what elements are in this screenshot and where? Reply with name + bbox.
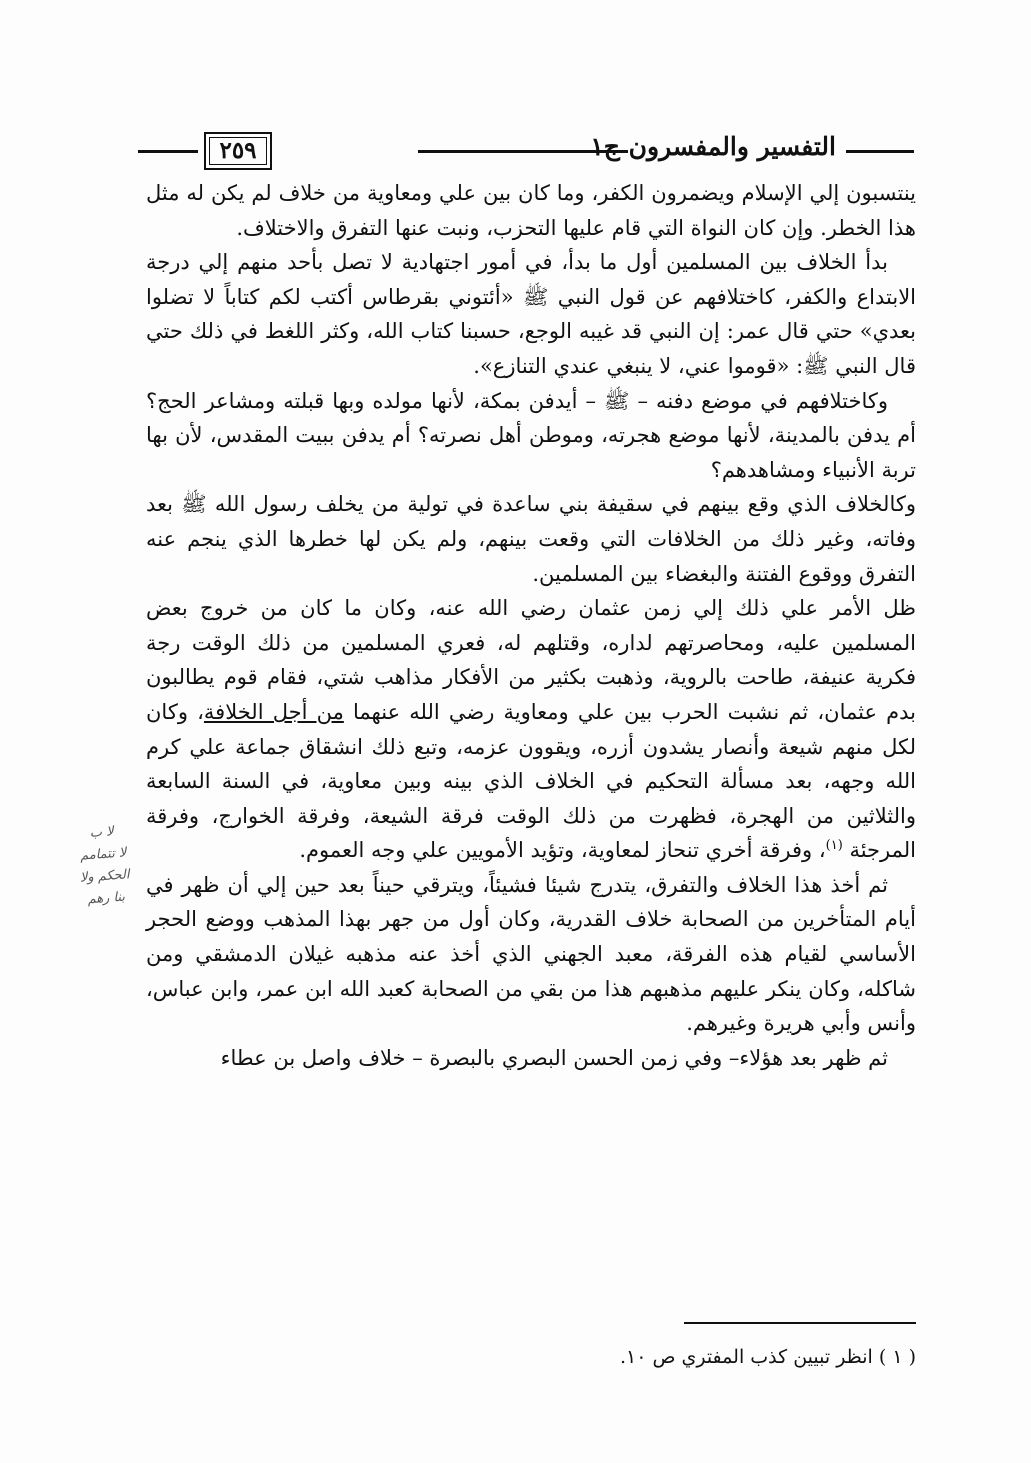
header-rule-middle bbox=[418, 150, 628, 153]
paragraph-5-part-2: ، وكان لكل منهم شيعة وأنصار يشدون أزره، ويقوون عزمه، وتبع ذلك انشقاق جماعة علي كرم الله وجهه، بعد مسألة التحكيم في الخلاف الذي بينه وبين معاوية، في السنة السابعة والثلاثين من الهجرة، فظهرت من ذلك الوقت فرقة الشيعة، وفرقة الخوارج، وفرقة المرجئة bbox=[146, 699, 916, 863]
paragraph-7: ثم ظهر بعد هؤلاء– وفي زمن الحسن البصري بالبصرة – خلاف واصل بن عطاء bbox=[220, 1045, 888, 1070]
main-text bbox=[146, 176, 916, 1075]
paragraph-5-part-1: ظل الأمر علي ذلك إلي زمن عثمان رضي الله عنه، وكان ما كان من خروج بعض المسلمين عليه، ومحاصرتهم لداره، وقتلهم له، فعري المسلمين من ذلك الوقت رجة فكرية عنيفة، طاحت بالروية، وذهبت بكثير من الأفكار مذاهب شتي، فقام قوم يطالبون بدم عثمان، ثم نشبت الحرب بين علي ومعاوية رضي الله عنهما bbox=[146, 596, 917, 724]
margin-note-line: لا تتمامم bbox=[79, 845, 127, 864]
header-rule-left bbox=[138, 150, 198, 153]
paragraph-6: ثم أخذ هذا الخلاف والتفرق، يتدرج شيئا فشيئاً، ويترقي حيناً بعد حين إلي أن ظهر في أيام المتأخرين من الصحابة خلاف القدرية، وكان أول من جهر بهذا المذهب ووضع الحجر الأساسي لقيام هذه الفرقة، معبد الجهني الذي أخذ عنه مذهبه غيلان الدمشقي ومن شاكله، وكان ينكر عليهم مذهبهم هذا من بقي من الصحابة كعبد الله ابن عمر، وابن عباس، وأنس وأبي هريرة وغيرهم. bbox=[146, 872, 916, 1036]
margin-note-line: الحكم ولا bbox=[79, 867, 131, 886]
page-header bbox=[138, 128, 914, 172]
footnote: ( ١ ) انظر تبيين كذب المفتري ص ١٠. bbox=[619, 1346, 916, 1368]
paragraph-1: ينتسبون إلي الإسلام ويضمرون الكفر، وما كان بين علي ومعاوية من خلاف لم يكن له مثل هذا الخطر. وإن كان النواة التي قام عليها التحزب، ونبت عنها التفرق والاختلاف. bbox=[146, 181, 916, 240]
margin-note-line: بنا رهم bbox=[87, 889, 126, 908]
footnote-reference[interactable]: (١) bbox=[825, 838, 843, 854]
footnote-separator bbox=[684, 1322, 916, 1324]
margin-note-line: لا ب bbox=[89, 824, 115, 841]
header-rule-right bbox=[846, 150, 914, 153]
paragraph-3: وكاختلافهم في موضع دفنه – ﷺ – أيدفن بمكة، لأنها مولده وبها قبلته ومشاعر الحج؟ أم يدفن بالمدينة، لأنها موضع هجرته، وموطن أهل نصرته؟ أم يدفن ببيت المقدس، لأن بها تربة الأنبياء ومشاهدهم؟ bbox=[146, 388, 916, 482]
handwritten-margin-note bbox=[65, 820, 143, 913]
underlined-phrase: من أجل الخلافة bbox=[203, 699, 344, 724]
paragraph-5 bbox=[146, 591, 916, 868]
paragraph-5-part-3: ، وفرقة أخري تنحاز لمعاوية، وتؤيد الأمويين علي وجه العموم. bbox=[299, 838, 826, 863]
paragraph-2: بدأ الخلاف بين المسلمين أول ما بدأ، في أمور اجتهادية لا تصل بأحد منهم إلي درجة الابتداع والكفر، كاختلافهم عن قول النبي ﷺ «أئتوني بقرطاس أكتب لكم كتاباً لا تضلوا بعدي» حتي قال عمر: إن النبي قد غيبه الوجع، حسبنا كتاب الله، وكثر اللغط في ذلك حتي قال النبي ﷺ: «قوموا عني، لا ينبغي عندي التنازع». bbox=[146, 250, 916, 378]
running-title: التفسير والمفسرون ج١ bbox=[590, 132, 836, 161]
page-number: ٢٥٩ bbox=[204, 132, 272, 170]
paragraph-4: وكالخلاف الذي وقع بينهم في سقيفة بني ساعدة في تولية من يخلف رسول الله ﷺ بعد وفاته، وغير ذلك من الخلافات التي وقعت بينهم، ولم يكن لها خطرها الذي ينجم عنه التفرق ووقوع الفتنة والبغضاء بين المسلمين. bbox=[146, 492, 916, 586]
